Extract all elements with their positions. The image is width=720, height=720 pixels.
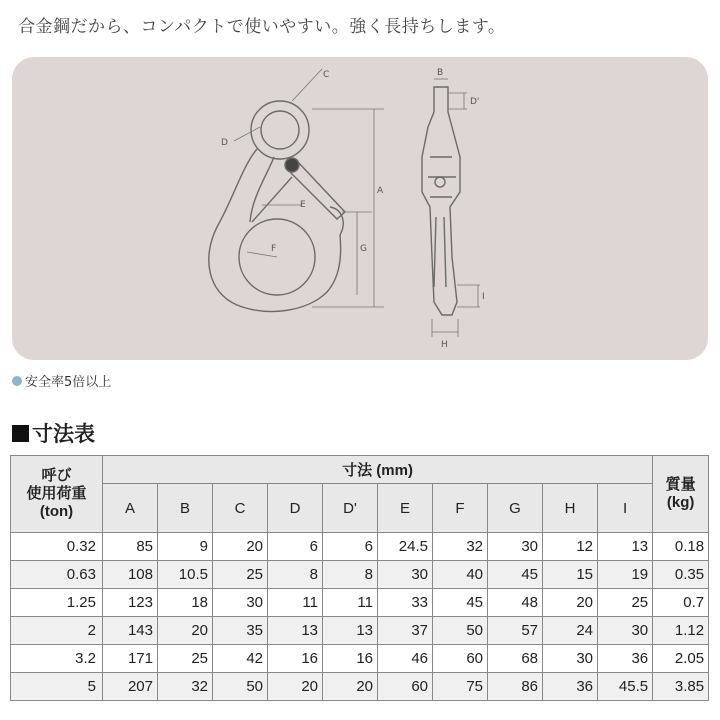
table-cell: 9 bbox=[158, 533, 213, 561]
front-dimension-lines bbox=[234, 69, 384, 307]
table-cell: 15 bbox=[543, 561, 598, 589]
section-title bbox=[12, 418, 95, 448]
table-cell: 0.32 bbox=[11, 533, 103, 561]
table-cell: 30 bbox=[213, 589, 268, 617]
table-row bbox=[11, 561, 709, 589]
dimension-header-cell: C bbox=[213, 484, 268, 533]
label-i: I bbox=[482, 292, 485, 302]
table-cell: 13 bbox=[268, 617, 323, 645]
black-square-icon bbox=[12, 425, 29, 442]
table-cell: 5 bbox=[11, 673, 103, 701]
table-cell: 8 bbox=[323, 561, 378, 589]
table-cell: 25 bbox=[598, 589, 653, 617]
table-cell: 19 bbox=[598, 561, 653, 589]
dimension-header-cell: H bbox=[543, 484, 598, 533]
table-cell: 20 bbox=[268, 673, 323, 701]
hook-body-outline bbox=[209, 149, 341, 311]
table-cell: 1.25 bbox=[11, 589, 103, 617]
table-cell: 57 bbox=[488, 617, 543, 645]
table-cell: 12 bbox=[543, 533, 598, 561]
hook-front-view bbox=[209, 101, 345, 311]
hook-diagram bbox=[12, 57, 708, 360]
table-row bbox=[11, 589, 709, 617]
table-cell: 36 bbox=[543, 673, 598, 701]
dimension-table-body bbox=[11, 533, 709, 701]
table-cell: 16 bbox=[268, 645, 323, 673]
side-outline bbox=[422, 87, 460, 315]
table-cell: 123 bbox=[103, 589, 158, 617]
dimension-header-cell: D' bbox=[323, 484, 378, 533]
dimension-header-cell: A bbox=[103, 484, 158, 533]
table-cell: 25 bbox=[158, 645, 213, 673]
dimension-header-cell: F bbox=[433, 484, 488, 533]
table-cell: 36 bbox=[598, 645, 653, 673]
table-cell: 2.05 bbox=[653, 645, 709, 673]
hook-eye-outer bbox=[251, 101, 309, 159]
dimension-header-row bbox=[11, 484, 709, 533]
header-weight: 質量 (kg) bbox=[653, 456, 709, 533]
table-cell: 24.5 bbox=[378, 533, 433, 561]
table-cell: 42 bbox=[213, 645, 268, 673]
table-cell: 30 bbox=[543, 645, 598, 673]
dimension-table bbox=[10, 455, 709, 701]
table-cell: 20 bbox=[323, 673, 378, 701]
table-cell: 60 bbox=[378, 673, 433, 701]
table-row bbox=[11, 617, 709, 645]
hook-eye-inner bbox=[261, 111, 299, 149]
table-cell: 20 bbox=[543, 589, 598, 617]
table-cell: 6 bbox=[268, 533, 323, 561]
table-cell: 0.35 bbox=[653, 561, 709, 589]
label-c: C bbox=[323, 70, 330, 80]
label-b: B bbox=[437, 68, 444, 78]
table-cell: 85 bbox=[103, 533, 158, 561]
table-cell: 48 bbox=[488, 589, 543, 617]
label-e: E bbox=[300, 200, 306, 210]
label-f: F bbox=[271, 244, 277, 254]
section-title-text: 寸法表 bbox=[32, 422, 95, 446]
table-cell: 0.18 bbox=[653, 533, 709, 561]
table-cell: 45 bbox=[488, 561, 543, 589]
label-g: G bbox=[360, 244, 367, 254]
table-cell: 30 bbox=[378, 561, 433, 589]
dimension-header-cell: I bbox=[598, 484, 653, 533]
safety-note bbox=[12, 371, 111, 390]
dimension-header-cell: G bbox=[488, 484, 543, 533]
hook-pin bbox=[285, 158, 299, 172]
table-cell: 0.7 bbox=[653, 589, 709, 617]
label-d: D bbox=[221, 138, 228, 148]
table-cell: 24 bbox=[543, 617, 598, 645]
table-cell: 33 bbox=[378, 589, 433, 617]
label-d-prime: D' bbox=[470, 97, 480, 107]
table-cell: 40 bbox=[433, 561, 488, 589]
hook-diagram-panel bbox=[12, 57, 708, 360]
table-cell: 30 bbox=[488, 533, 543, 561]
table-cell: 207 bbox=[103, 673, 158, 701]
table-cell: 46 bbox=[378, 645, 433, 673]
table-cell: 143 bbox=[103, 617, 158, 645]
table-cell: 2 bbox=[11, 617, 103, 645]
table-cell: 13 bbox=[598, 533, 653, 561]
table-row bbox=[11, 533, 709, 561]
table-cell: 171 bbox=[103, 645, 158, 673]
table-cell: 11 bbox=[323, 589, 378, 617]
table-cell: 1.12 bbox=[653, 617, 709, 645]
bullet-dot-icon bbox=[12, 376, 22, 386]
dimension-header-cell: E bbox=[378, 484, 433, 533]
table-cell: 75 bbox=[433, 673, 488, 701]
table-cell: 32 bbox=[158, 673, 213, 701]
header-load: 呼び 使用荷重 (ton) bbox=[11, 456, 103, 533]
table-cell: 50 bbox=[213, 673, 268, 701]
label-a: A bbox=[377, 186, 384, 196]
dimension-header-cell: D bbox=[268, 484, 323, 533]
table-cell: 16 bbox=[323, 645, 378, 673]
table-cell: 3.85 bbox=[653, 673, 709, 701]
table-cell: 86 bbox=[488, 673, 543, 701]
intro-text: 合金鋼だから、コンパクトで使いやすい。強く長持ちします。 bbox=[18, 17, 506, 37]
table-cell: 68 bbox=[488, 645, 543, 673]
table-cell: 20 bbox=[158, 617, 213, 645]
table-row bbox=[11, 645, 709, 673]
table-cell: 10.5 bbox=[158, 561, 213, 589]
safety-note-text: 安全率5倍以上 bbox=[25, 375, 112, 390]
table-cell: 13 bbox=[323, 617, 378, 645]
dimension-header-cell: B bbox=[158, 484, 213, 533]
table-cell: 8 bbox=[268, 561, 323, 589]
table-cell: 32 bbox=[433, 533, 488, 561]
table-cell: 25 bbox=[213, 561, 268, 589]
table-cell: 0.63 bbox=[11, 561, 103, 589]
label-h: H bbox=[441, 340, 448, 350]
table-cell: 18 bbox=[158, 589, 213, 617]
table-cell: 35 bbox=[213, 617, 268, 645]
table-cell: 45 bbox=[433, 589, 488, 617]
table-cell: 11 bbox=[268, 589, 323, 617]
table-cell: 45.5 bbox=[598, 673, 653, 701]
table-cell: 6 bbox=[323, 533, 378, 561]
table-cell: 30 bbox=[598, 617, 653, 645]
header-dimensions: 寸法 (mm) bbox=[103, 456, 653, 484]
table-cell: 3.2 bbox=[11, 645, 103, 673]
table-cell: 50 bbox=[433, 617, 488, 645]
table-row bbox=[11, 673, 709, 701]
table-cell: 60 bbox=[433, 645, 488, 673]
table-cell: 20 bbox=[213, 533, 268, 561]
table-cell: 108 bbox=[103, 561, 158, 589]
hook-side-view bbox=[422, 87, 460, 315]
table-cell: 37 bbox=[378, 617, 433, 645]
